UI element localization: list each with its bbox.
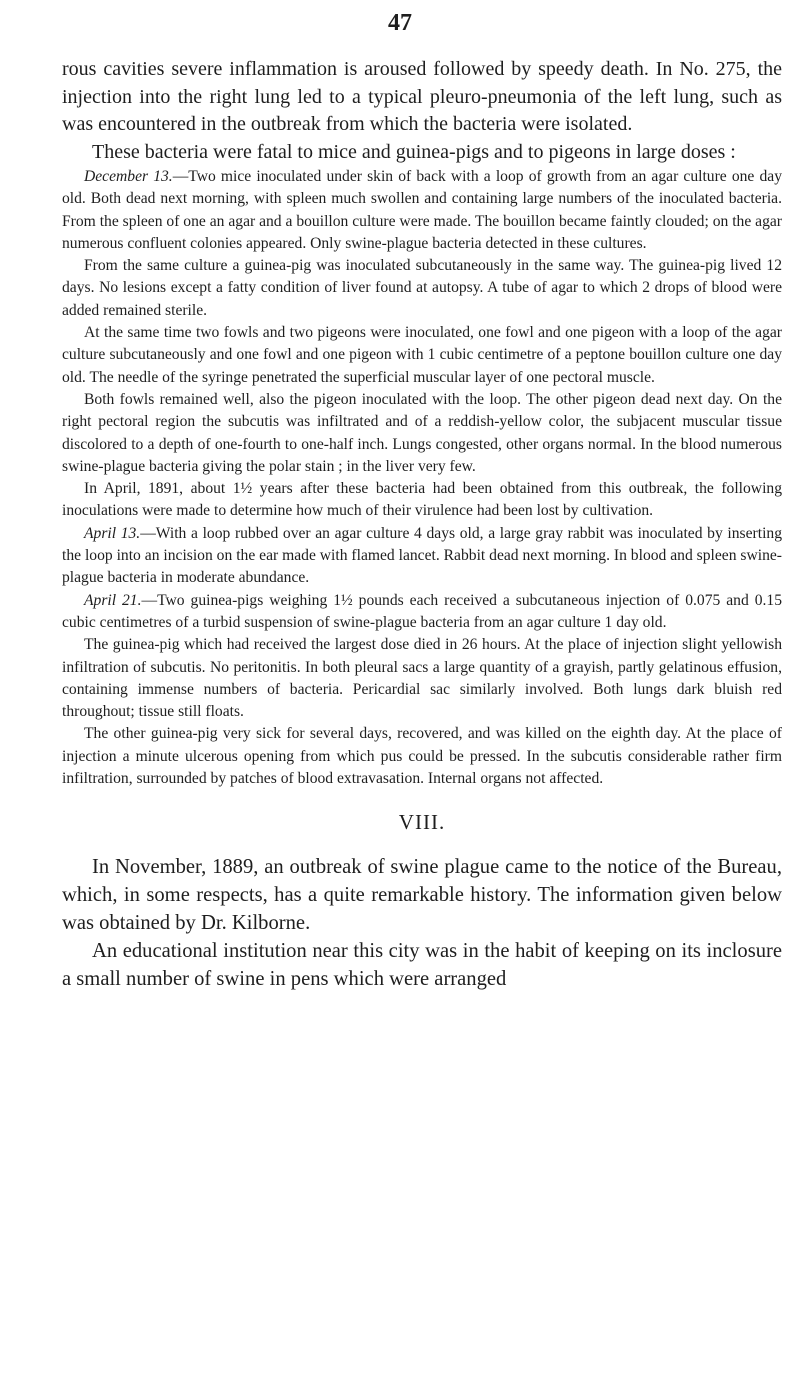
december-text: —Two mice inoculated under skin of back with a loop of growth from an agar culture one day old. Both dead next morning, with spleen much swollen and containing large numbers of the inoculated bacteria. From the spleen of one an agar and a bouillon culture were made. The bouillon became faintly clouded; on the agar numerous confluent colonies appeared. Only swine-plague bacteria detected in these cultures. xyxy=(62,168,782,252)
institution-paragraph: An educational institution near this city was in the habit of keeping on its inclosure a small number of swine in pens which were arranged xyxy=(62,940,782,991)
april-intro-paragraph: In April, 1891, about 1½ years after these bacteria had been obtained from this outbreak, the following inoculations were made to determine how much of their virulence had been lost by cultivation. xyxy=(62,480,782,520)
section-heading: VIII. xyxy=(398,810,446,835)
april-13-paragraph xyxy=(62,523,782,590)
april-21-paragraph xyxy=(62,590,782,635)
fowls-result-paragraph: Both fowls remained well, also the pigeon inoculated with the loop. The other pigeon dead next day. On the right pectoral region the subcutis was infiltrated and of a reddish-yellow color, the subjacent muscular tissue discolored to a depth of one-fourth to one-half inch. Lungs congested, other organs normal. In the blood numerous swine-plague bacteria giving the polar stain ; in the liver very few. xyxy=(62,390,782,475)
guinea-pig-paragraph: From the same culture a guinea-pig was inoculated subcutaneously in the same way. The guinea-pig lived 12 days. No lesions except a fatty condition of liver found at autopsy. A tube of agar to which 2 drops of blood were added remained sterile. xyxy=(62,257,782,319)
intro-continuation-paragraph: rous cavities severe inflammation is aroused followed by speedy death. In No. 275, the injection into the right lung led to a typical pleuro-pneumonia of the left lung, such as was encountered in the outbreak from which the bacteria were isolated. xyxy=(62,58,782,135)
page-number: 47 xyxy=(388,10,412,36)
december-paragraph xyxy=(62,166,782,255)
fowls-pigeons-paragraph: At the same time two fowls and two pigeons were inoculated, one fowl and one pigeon with a loop of the agar culture subcutaneously and one fowl and one pigeon with 1 cubic centimetre of a peptone bouillon culture one day old. The needle of the syringe penetrated the superficial muscular layer of one pectoral muscle. xyxy=(62,324,782,386)
december-date: December 13. xyxy=(84,168,173,185)
april-13-date: April 13. xyxy=(84,524,141,542)
fatal-statement-paragraph: These bacteria were fatal to mice and guinea-pigs and to pigeons in large doses : xyxy=(92,140,736,163)
april-21-date: April 21. xyxy=(84,591,142,609)
page-content xyxy=(62,56,782,993)
november-paragraph: In November, 1889, an outbreak of swine plague came to the notice of the Bureau, which, in some respects, has a quite remarkable history. The information given below was obtained by Dr. Kilborne. xyxy=(62,856,782,935)
guinea-other-paragraph: The other guinea-pig very sick for several days, recovered, and was killed on the eighth day. At the place of injection a minute ulcerous opening from which pus could be pressed. In the subcutis considerable rather firm infiltration, surrounded by patches of blood extravasation. Internal organs not affected. xyxy=(62,725,782,788)
april-21-text: —Two guinea-pigs weighing 1½ pounds each received a subcutaneous injection of 0.075 and 0.15 cubic centimetres of a turbid suspension of swine-plague bacteria from an agar culture 1 day old. xyxy=(62,591,782,631)
guinea-largest-paragraph: The guinea-pig which had received the largest dose died in 26 hours. At the place of injection slight yellowish infiltration of subcutis. No peritonitis. In both pleural sacs a large quantity of a grayish, partly gelatinous effusion, containing immense numbers of bacteria. Pericardial sac similarly involved. Both lungs dark bluish red throughout; tissue still floats. xyxy=(62,636,782,721)
april-13-text: —With a loop rubbed over an agar culture 4 days old, a large gray rabbit was inoculated by inserting the loop into an incision on the ear made with flamed lancet. Rabbit dead next morning. In blood and spleen swine-plague bacteria in moderate abundance. xyxy=(62,524,782,587)
